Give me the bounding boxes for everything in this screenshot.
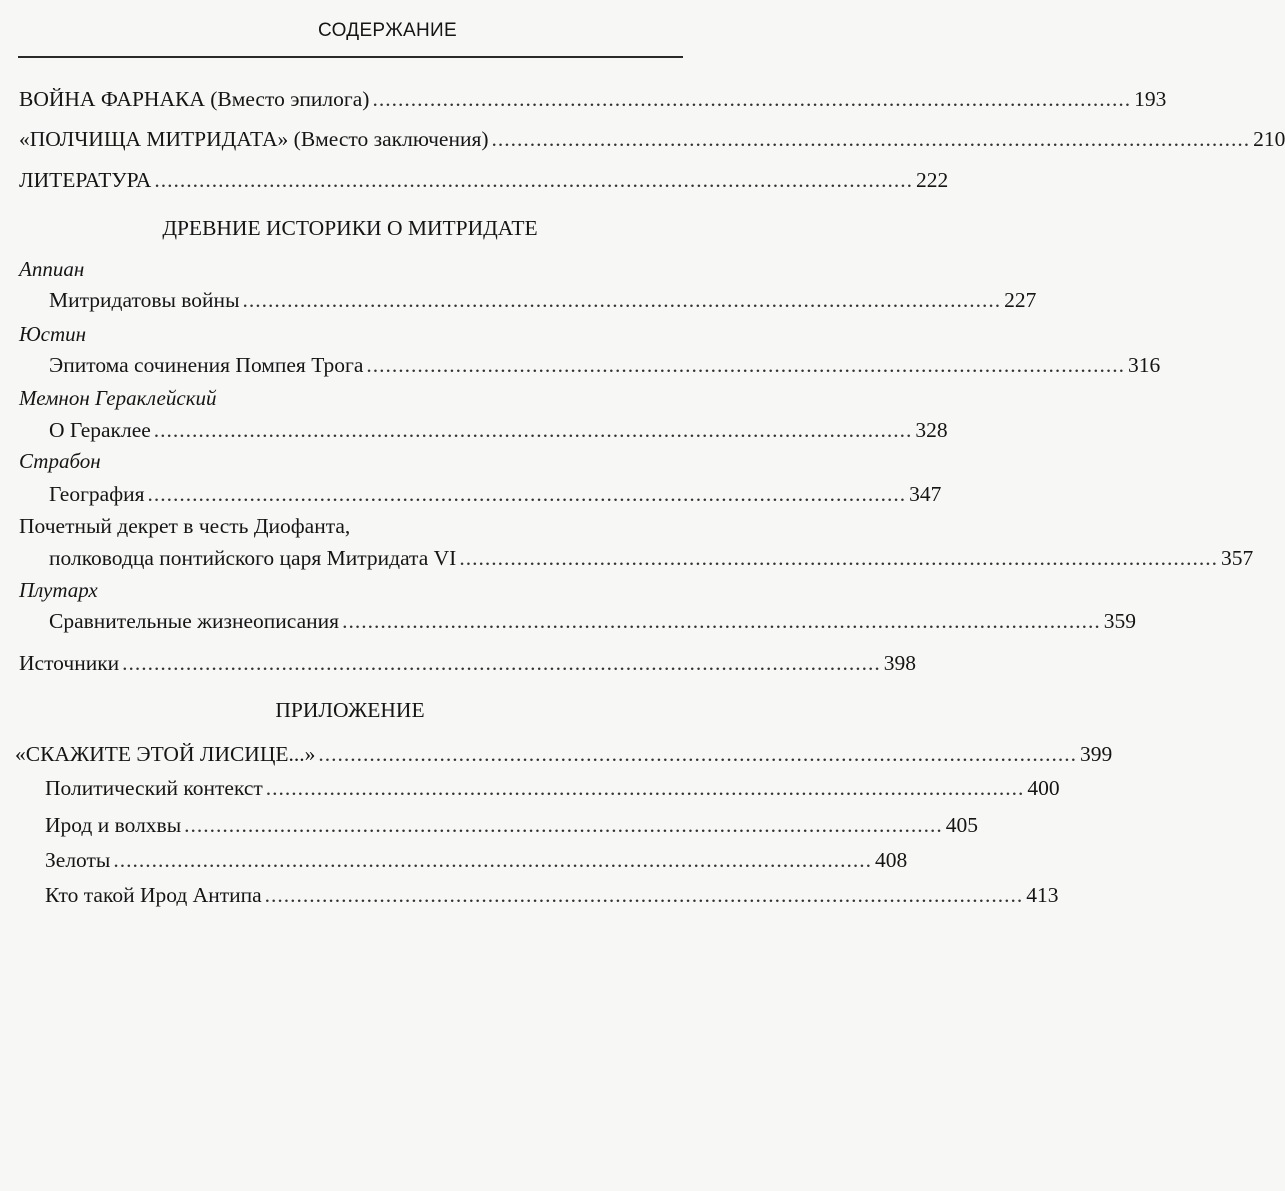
toc-entry-page: 413 (1026, 883, 1059, 907)
dot-leader: ....................................................................................................................... (366, 353, 1125, 377)
toc-entry-page: 398 (883, 651, 917, 675)
decree-title-line1: Почетный декрет в честь Диофанта, (19, 514, 351, 538)
dot-leader: ....................................................................................................................... (265, 776, 1025, 800)
toc-entry-title: ЛИТЕРАТУРА (19, 168, 152, 192)
header-rule (18, 56, 683, 58)
toc-entry-title: Кто такой Ирод Антипа (45, 883, 262, 907)
dot-leader: ....................................................................................................................... (154, 168, 913, 192)
dot-leader: ....................................................................................................................... (147, 482, 907, 506)
author-plutarch: Плутарх (19, 578, 98, 602)
toc-entry-strabo[interactable] (49, 481, 942, 507)
section-heading-ancient: ДРЕВНИЕ ИСТОРИКИ О МИТРИДАТЕ (162, 216, 538, 240)
dot-leader: ....................................................................................................................... (491, 127, 1251, 151)
toc-entry-appendix-item[interactable] (45, 882, 1059, 908)
dot-leader: ....................................................................................................................... (318, 742, 1077, 766)
dot-leader: ....................................................................................................................... (242, 288, 1002, 312)
toc-entry-appian[interactable] (49, 287, 1037, 313)
toc-entry-title: Сравнительные жизнеописания (49, 609, 340, 633)
toc-entry-appendix-item[interactable] (45, 775, 1060, 801)
author-appian: Аппиан (19, 257, 85, 281)
toc-entry-justin[interactable] (49, 352, 1161, 378)
author-justin: Юстин (19, 322, 87, 346)
toc-entry-page: 222 (915, 168, 949, 192)
toc-entry-appendix-item[interactable] (45, 847, 908, 873)
toc-entry-title: Митридатовы войны (49, 288, 240, 312)
dot-leader: ....................................................................................................................... (153, 418, 913, 442)
toc-entry-page: 399 (1080, 742, 1113, 766)
toc-entry-decree[interactable] (49, 545, 1254, 571)
toc-entry-title: «СКАЖИТЕ ЭТОЙ ЛИСИЦЕ...» (15, 742, 316, 766)
toc-entry-page: 193 (1134, 87, 1167, 111)
toc-entry-farnak[interactable] (19, 86, 1167, 112)
toc-entry-plutarch[interactable] (49, 608, 1136, 634)
section-heading-appendix: ПРИЛОЖЕНИЕ (275, 698, 425, 722)
toc-entry-title: Источники (19, 651, 120, 675)
toc-entry-page: 347 (909, 482, 942, 506)
toc-entry-page: 210 (1253, 127, 1285, 151)
toc-entry-literatura[interactable] (19, 167, 949, 193)
toc-entry-polchishcha[interactable] (19, 126, 1285, 152)
dot-leader: ....................................................................................................................... (459, 546, 1218, 570)
toc-entry-title: полководца понтийского царя Митридата VI (49, 546, 457, 570)
toc-entry-title: О Гераклее (49, 418, 151, 442)
toc-entry-page: 405 (945, 813, 979, 837)
toc-entry-page: 328 (915, 418, 948, 442)
dot-leader: ....................................................................................................................... (122, 651, 881, 675)
toc-entry-page: 400 (1027, 776, 1060, 800)
toc-entry-appendix-item[interactable] (45, 812, 979, 838)
page-header: СОДЕРЖАНИЕ (318, 20, 457, 41)
toc-entry-page: 227 (1004, 288, 1037, 312)
toc-entry-title: Эпитома сочинения Помпея Трога (49, 353, 364, 377)
toc-entry-title: «ПОЛЧИЩА МИТРИДАТА» (Вместо заключения) (19, 127, 489, 151)
toc-entry-title: Политический контекст (45, 776, 263, 800)
toc-entry-page: 359 (1103, 609, 1136, 633)
toc-entry-title: ВОЙНА ФАРНАКА (Вместо эпилога) (19, 87, 370, 111)
toc-entry-title: Ирод и волхвы (45, 813, 182, 837)
toc-entry-memnon[interactable] (49, 417, 948, 443)
toc-entry-title: География (49, 482, 145, 506)
dot-leader: ....................................................................................................................... (184, 813, 943, 837)
dot-leader: ....................................................................................................................... (264, 883, 1024, 907)
toc-entry-page: 408 (874, 848, 908, 872)
toc-entry-page: 357 (1220, 546, 1254, 570)
dot-leader: ....................................................................................................................... (342, 609, 1101, 633)
toc-entry-appendix-main[interactable] (15, 741, 1113, 767)
toc-entry-title: Зелоты (45, 848, 111, 872)
toc-entry-sources[interactable] (19, 650, 917, 676)
toc-entry-page: 316 (1128, 353, 1161, 377)
dot-leader: ....................................................................................................................... (113, 848, 872, 872)
author-strabo: Страбон (19, 449, 101, 473)
author-memnon: Мемнон Гераклейский (19, 386, 217, 410)
dot-leader: ....................................................................................................................... (372, 87, 1132, 111)
